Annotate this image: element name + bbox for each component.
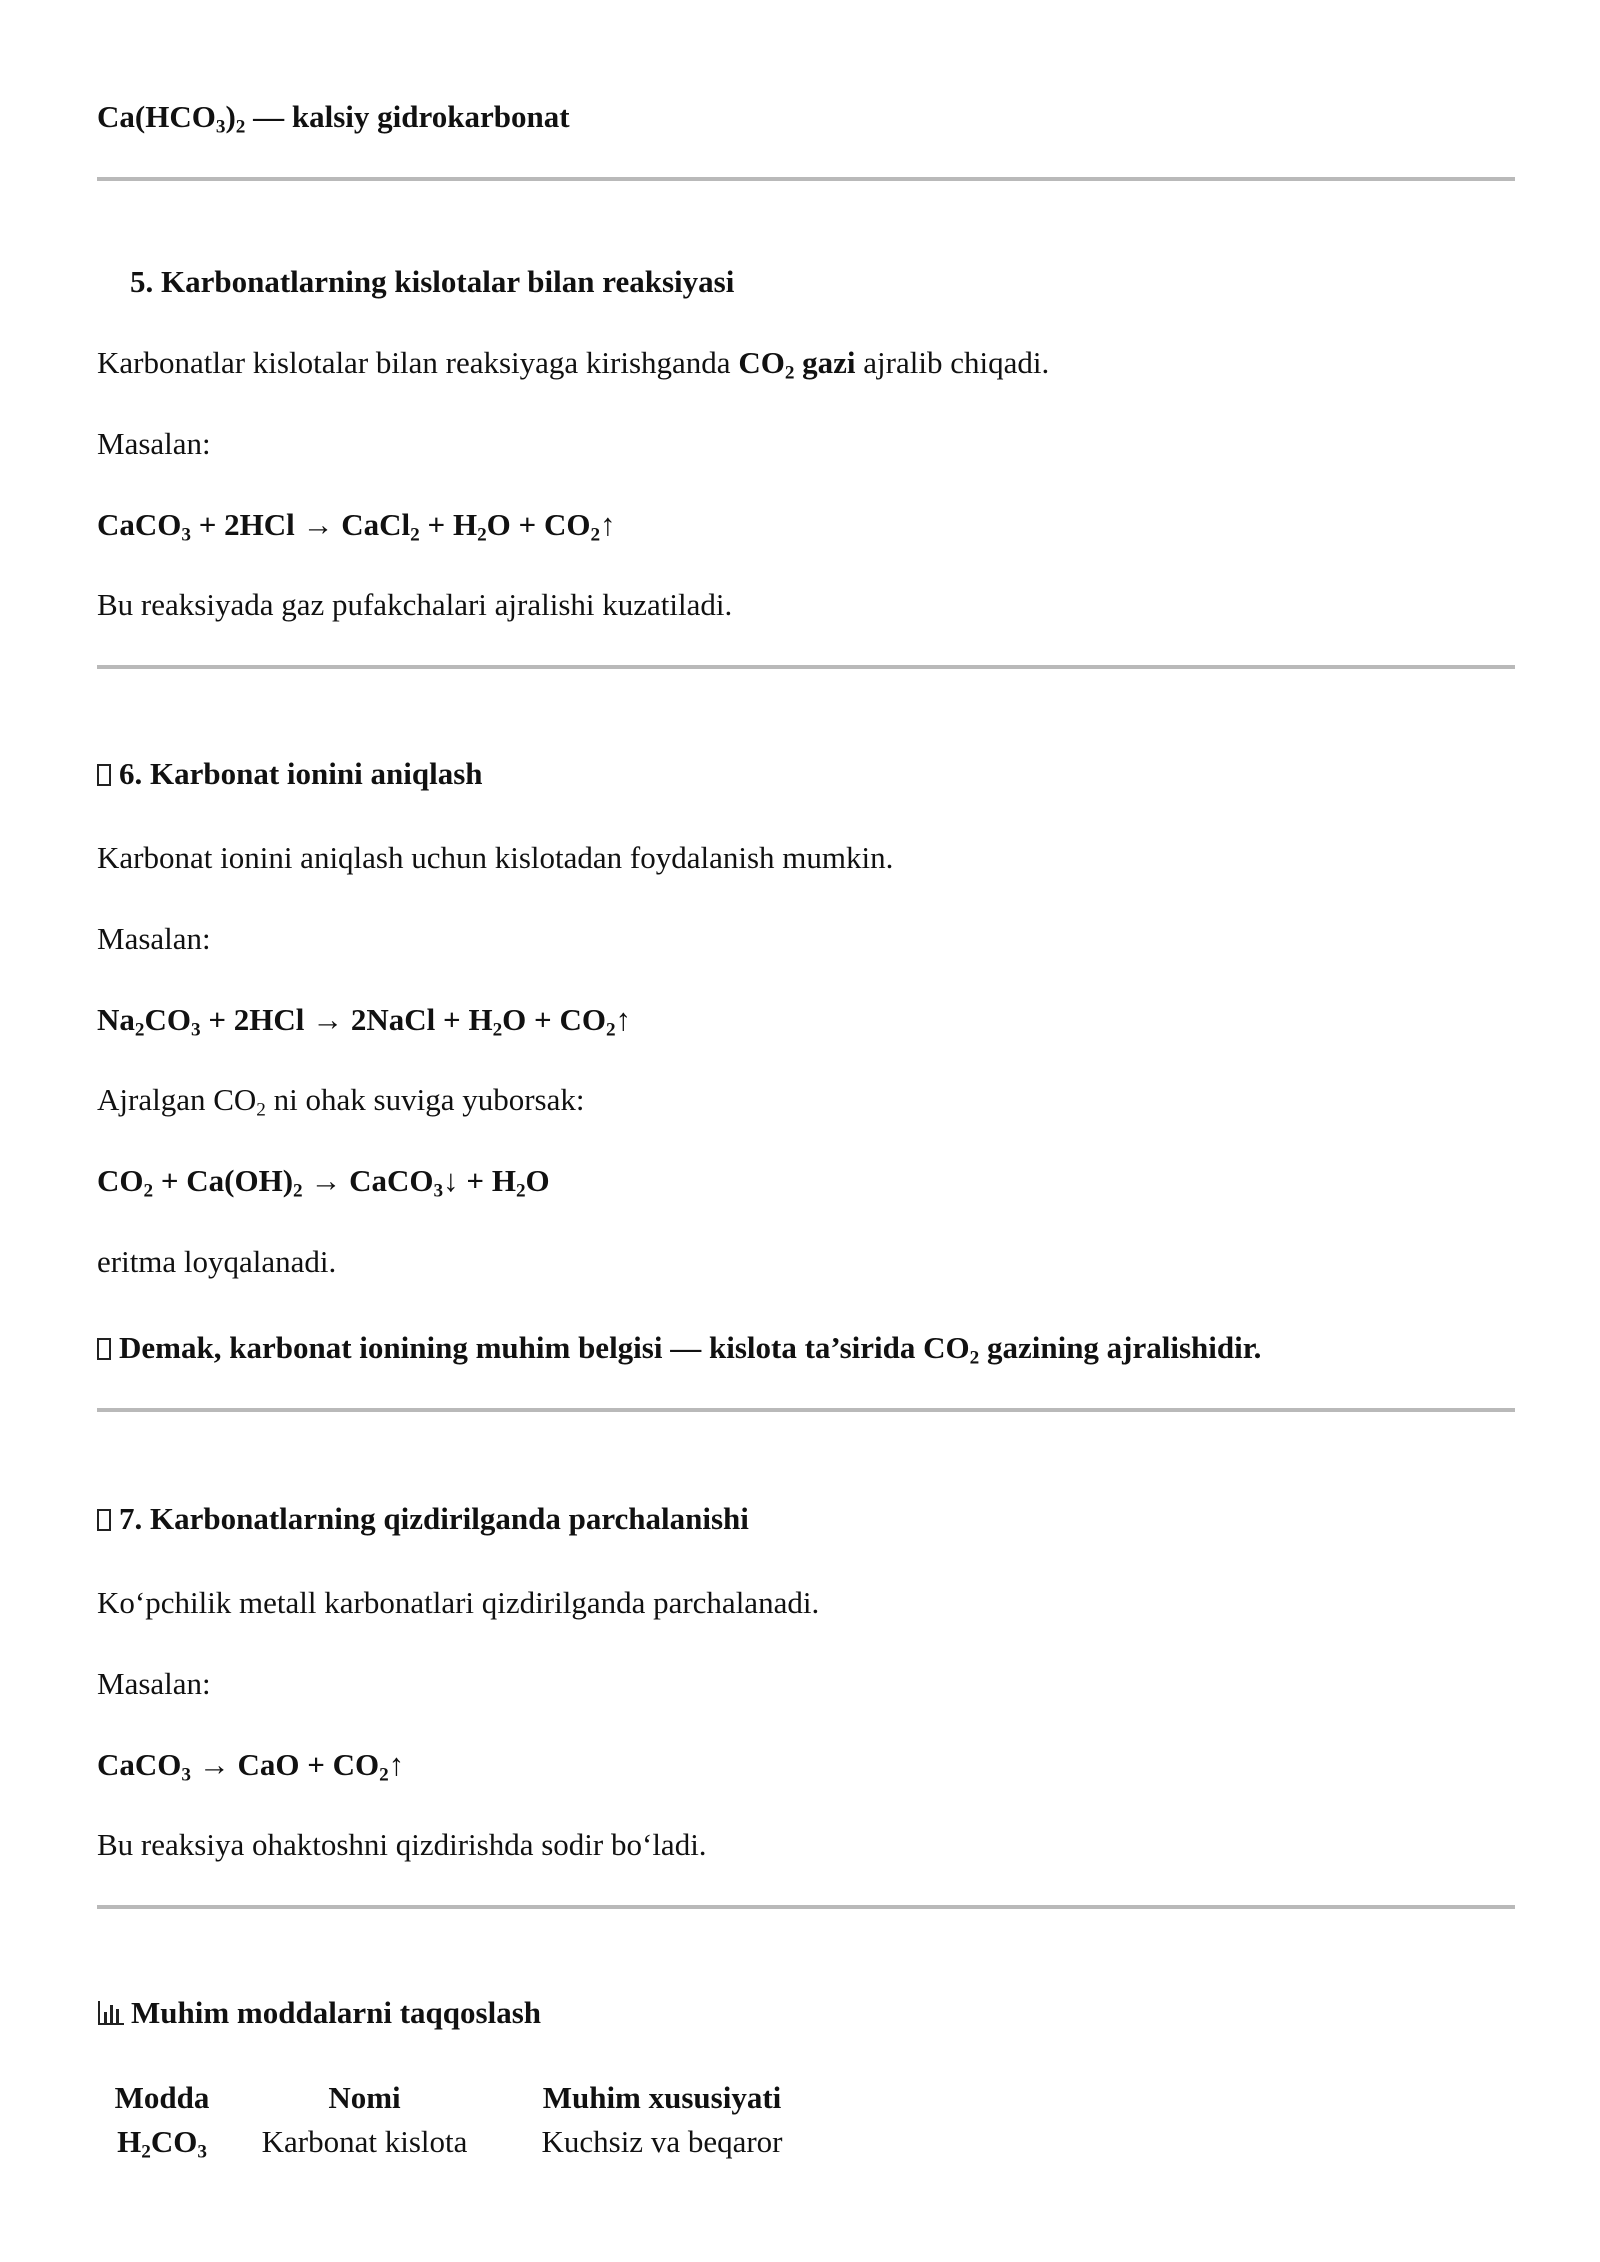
section-6-conclusion-text: Demak, karbonat ionining muhim belgisi — kislota ta’sirida $CO_2$ gazining ajralishidir. [119, 1330, 1262, 1369]
section-6-masalan: Masalan: [97, 921, 211, 956]
section-6-heading [97, 754, 483, 794]
placeholder-box-icon [97, 764, 111, 786]
section-7-masalan: Masalan: [97, 1666, 211, 1701]
section-6-intro: Karbonat ionini aniqlash uchun kislotadan foydalanish mumkin. [97, 840, 894, 875]
section-6-equation-2: $CO_2 + Ca(OH)_2$ → CaCO$_3$↓ + $H_2O$ [97, 1163, 550, 1202]
table-cell: Karbonat kislota [261, 2124, 468, 2159]
intro-text-bold: $CO_2$ gazi [738, 345, 856, 384]
table-heading-text: Muhim moddalarni taqqoslash [131, 1995, 541, 2030]
placeholder-box-icon [97, 1338, 111, 1360]
table-header-row [92, 2080, 827, 2124]
intro-text-pre: Karbonatlar kislotalar bilan reaksiyaga kirishganda [97, 345, 731, 380]
column-header: Muhim xususiyati [542, 2080, 782, 2115]
section-6-heading-text: 6. Karbonat ionini aniqlash [119, 756, 483, 791]
section-5-intro [97, 343, 1049, 383]
divider [97, 1408, 1515, 1412]
section-5-equation: CaCO$_3$ + 2HCl → CaCl$_2$ + $H_2O$ + $CO_2↑$ [97, 507, 616, 546]
divider [97, 665, 1515, 669]
section-6-text-2: Ajralgan $CO_2$ ni ohak suviga yuborsak: [97, 1082, 585, 1121]
column-header: Modda [114, 2080, 210, 2115]
section-7-equation: CaCO$_3$ → CaO + $CO_2↑$ [97, 1747, 405, 1786]
table-cell: $H_2CO_3$ [117, 2124, 207, 2163]
section-6-equation-1: $Na_2CO_3 + 2HCl$ → 2NaCl + $H_2O$ + $CO_2↑$ [97, 1002, 632, 1041]
comparison-table [92, 2080, 827, 2163]
bar-chart-icon [97, 2000, 125, 2026]
section-top-title: $Ca(HCO_3)_2$ — kalsiy gidrokarbonat [97, 99, 570, 138]
divider [97, 177, 1515, 181]
column-header: Nomi [328, 2080, 401, 2115]
intro-text-post: ajralib chiqadi. [863, 345, 1050, 380]
section-5-note: Bu reaksiyada gaz pufakchalari ajralishi kuzatiladi. [97, 587, 733, 622]
section-5-heading: 5. Karbonatlarning kislotalar bilan reaksiyasi [130, 264, 735, 299]
section-7-heading [97, 1499, 749, 1539]
section-7-intro: Ko‘pchilik metall karbonatlari qizdirilganda parchalanadi. [97, 1585, 820, 1620]
section-6-text-3: eritma loyqalanadi. [97, 1244, 337, 1279]
table-heading [97, 1993, 541, 2033]
divider [97, 1905, 1515, 1909]
section-7-heading-text: 7. Karbonatlarning qizdirilganda parchalanishi [119, 1501, 749, 1536]
placeholder-box-icon [97, 1509, 111, 1531]
section-6-conclusion [97, 1328, 1261, 1368]
table-cell: Kuchsiz va beqaror [541, 2124, 783, 2159]
section-5-masalan: Masalan: [97, 426, 211, 461]
section-7-note: Bu reaksiya ohaktoshni qizdirishda sodir bo‘ladi. [97, 1827, 707, 1862]
table-row [92, 2124, 827, 2160]
